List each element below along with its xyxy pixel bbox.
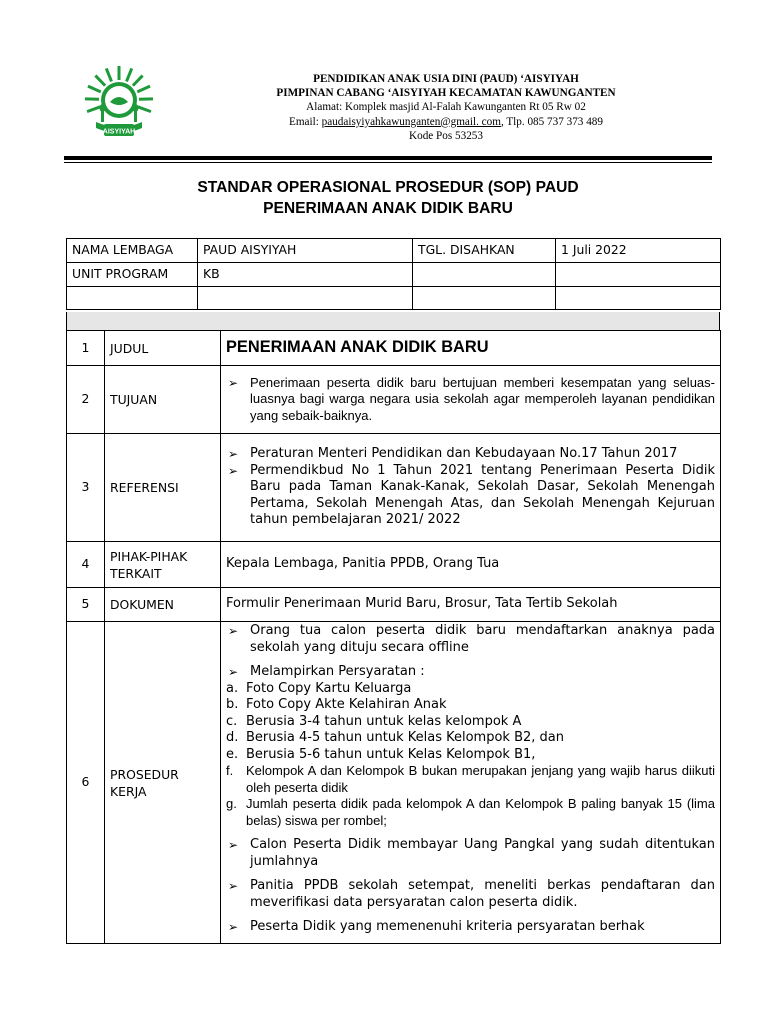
tgl-disahkan-value: 1 Juli 2022 — [556, 239, 721, 263]
row-prosedur-kerja — [67, 622, 721, 944]
row-number: 1 — [67, 331, 105, 366]
row-number: 2 — [67, 366, 105, 434]
referensi-item: ➢ Peraturan Menteri Pendidikan dan Kebudayaan No.17 Tahun 2017 — [226, 446, 715, 463]
sop-table — [66, 330, 721, 944]
document-title — [64, 177, 712, 219]
row-label: JUDUL — [105, 331, 221, 366]
email-link[interactable]: paudaisyiyahkawunganten@gmail. com — [321, 115, 501, 128]
row-label: TUJUAN — [105, 366, 221, 434]
row-number: 5 — [67, 588, 105, 622]
prosedur-step: ➢ Peserta Didik yang memenenuhi kriteria persyaratan berhak — [226, 919, 715, 936]
row-number: 4 — [67, 542, 105, 588]
tujuan-item: ➢ Penerimaan peserta didik baru bertujuan memberi kesempatan yang seluas-luasnya bagi warga negara usia sekolah agar memperoleh layanan pendidikan yang sebaik-baiknya. — [226, 375, 715, 425]
requirement-item: d. Berusia 4-5 tahun untuk Kelas Kelompok B2, dan — [226, 730, 564, 745]
aisyiyah-logo-icon — [76, 62, 162, 148]
judul-text: PENERIMAAN ANAK DIDIK BARU — [226, 337, 489, 356]
shaded-separator — [66, 312, 720, 330]
row-tujuan — [67, 366, 721, 434]
letterhead-line-1: PENDIDIKAN ANAK USIA DINI (PAUD) ‘AISYIYAH — [313, 73, 579, 85]
letterhead — [0, 0, 768, 165]
requirement-item: c. Berusia 3-4 tahun untuk kelas kelompok A — [226, 713, 522, 729]
meta-row-empty — [67, 287, 721, 310]
meta-row-unit — [67, 263, 721, 287]
judul-value — [221, 331, 721, 366]
meta-empty-cell — [556, 263, 721, 287]
row-referensi — [67, 434, 721, 542]
meta-empty-cell — [556, 287, 721, 310]
meta-empty-cell — [67, 287, 198, 310]
document-title-line-1: STANDAR OPERASIONAL PROSEDUR (SOP) PAUD — [197, 179, 579, 196]
meta-empty-cell — [413, 287, 556, 310]
row-label: REFERENSI — [105, 434, 221, 542]
nama-lembaga-value: PAUD AISYIYAH — [198, 239, 413, 263]
letterhead-rule-thick — [64, 156, 712, 160]
svg-text:AISYIYAH: AISYIYAH — [102, 128, 136, 136]
letterhead-address: Alamat: Komplek masjid Al-Falah Kawunganten Rt 05 Rw 02 — [306, 101, 586, 114]
meta-empty-cell — [413, 263, 556, 287]
prosedur-step-text: Melampirkan Persyaratan : — [250, 664, 425, 679]
letterhead-rule-thin — [64, 162, 712, 163]
dokumen-value: Formulir Penerimaan Murid Baru, Brosur, Tata Tertib Sekolah — [221, 588, 721, 622]
requirement-item: f. Kelompok A dan Kelompok B bukan merupakan jenjang yang wajib harus diikuti oleh peserta didik — [226, 763, 715, 795]
prosedur-step — [226, 664, 715, 681]
row-number: 6 — [67, 622, 105, 944]
row-label: DOKUMEN — [105, 588, 221, 622]
requirement-item: a. Foto Copy Kartu Keluarga — [226, 680, 412, 696]
email-label: Email: — [289, 115, 322, 128]
prosedur-step: ➢ Panitia PPDB sekolah setempat, meneliti berkas pendaftaran dan meverifikasi data persyaratan calon peserta didik. — [226, 878, 715, 911]
row-dokumen — [67, 588, 721, 622]
row-number: 3 — [67, 434, 105, 542]
meta-empty-cell — [198, 287, 413, 310]
unit-program-label: UNIT PROGRAM — [67, 263, 198, 287]
letterhead-text — [200, 72, 692, 143]
row-label: PROSEDUR KERJA — [105, 622, 221, 944]
referensi-item: ➢ Permendikbud No 1 Tahun 2021 tentang Penerimaan Peserta Didik Baru pada Taman Kanak-Kanak, Sekolah Dasar, Sekolah Menengah Pertama, Sekolah Menengah Atas, dan Sekolah Menengah Kejuruan tahun pembelajaran 2021/ 2022 — [226, 463, 715, 529]
row-label: PIHAK-PIHAK TERKAIT — [105, 542, 221, 588]
row-pihak-terkait — [67, 542, 721, 588]
tujuan-value — [221, 366, 721, 434]
meta-row-lembaga — [67, 239, 721, 263]
requirement-item: b. Foto Copy Akte Kelahiran Anak — [226, 697, 447, 712]
letterhead-line-2: PIMPINAN CABANG ‘AISYIYAH KECAMATAN KAWUNGANTEN — [276, 87, 616, 100]
letterhead-postal: Kode Pos 53253 — [409, 129, 483, 142]
requirement-item: e. Berusia 5-6 tahun untuk Kelas Kelompok B1, — [226, 746, 536, 762]
row-judul — [67, 331, 721, 366]
referensi-value — [221, 434, 721, 542]
requirements-list — [226, 681, 715, 830]
prosedur-step: ➢ Calon Peserta Didik membayar Uang Pangkal yang sudah ditentukan jumlahnya — [226, 837, 715, 870]
phone-text: , Tlp. 085 737 373 489 — [500, 115, 603, 128]
requirement-item: g. Jumlah peserta didik pada kelompok A dan Kelompok B paling banyak 15 (lima belas) siswa per rombel; — [226, 796, 715, 828]
meta-table — [66, 238, 721, 310]
document-title-line-2: PENERIMAAN ANAK DIDIK BARU — [263, 200, 513, 217]
pihak-terkait-value: Kepala Lembaga, Panitia PPDB, Orang Tua — [221, 542, 721, 588]
tgl-disahkan-label: TGL. DISAHKAN — [413, 239, 556, 263]
unit-program-value: KB — [198, 263, 413, 287]
prosedur-value — [221, 622, 721, 944]
letterhead-contact — [200, 115, 692, 129]
prosedur-step: ➢ Orang tua calon peserta didik baru mendaftarkan anaknya pada sekolah yang dituju secara offline — [226, 623, 715, 656]
nama-lembaga-label: NAMA LEMBAGA — [67, 239, 198, 263]
